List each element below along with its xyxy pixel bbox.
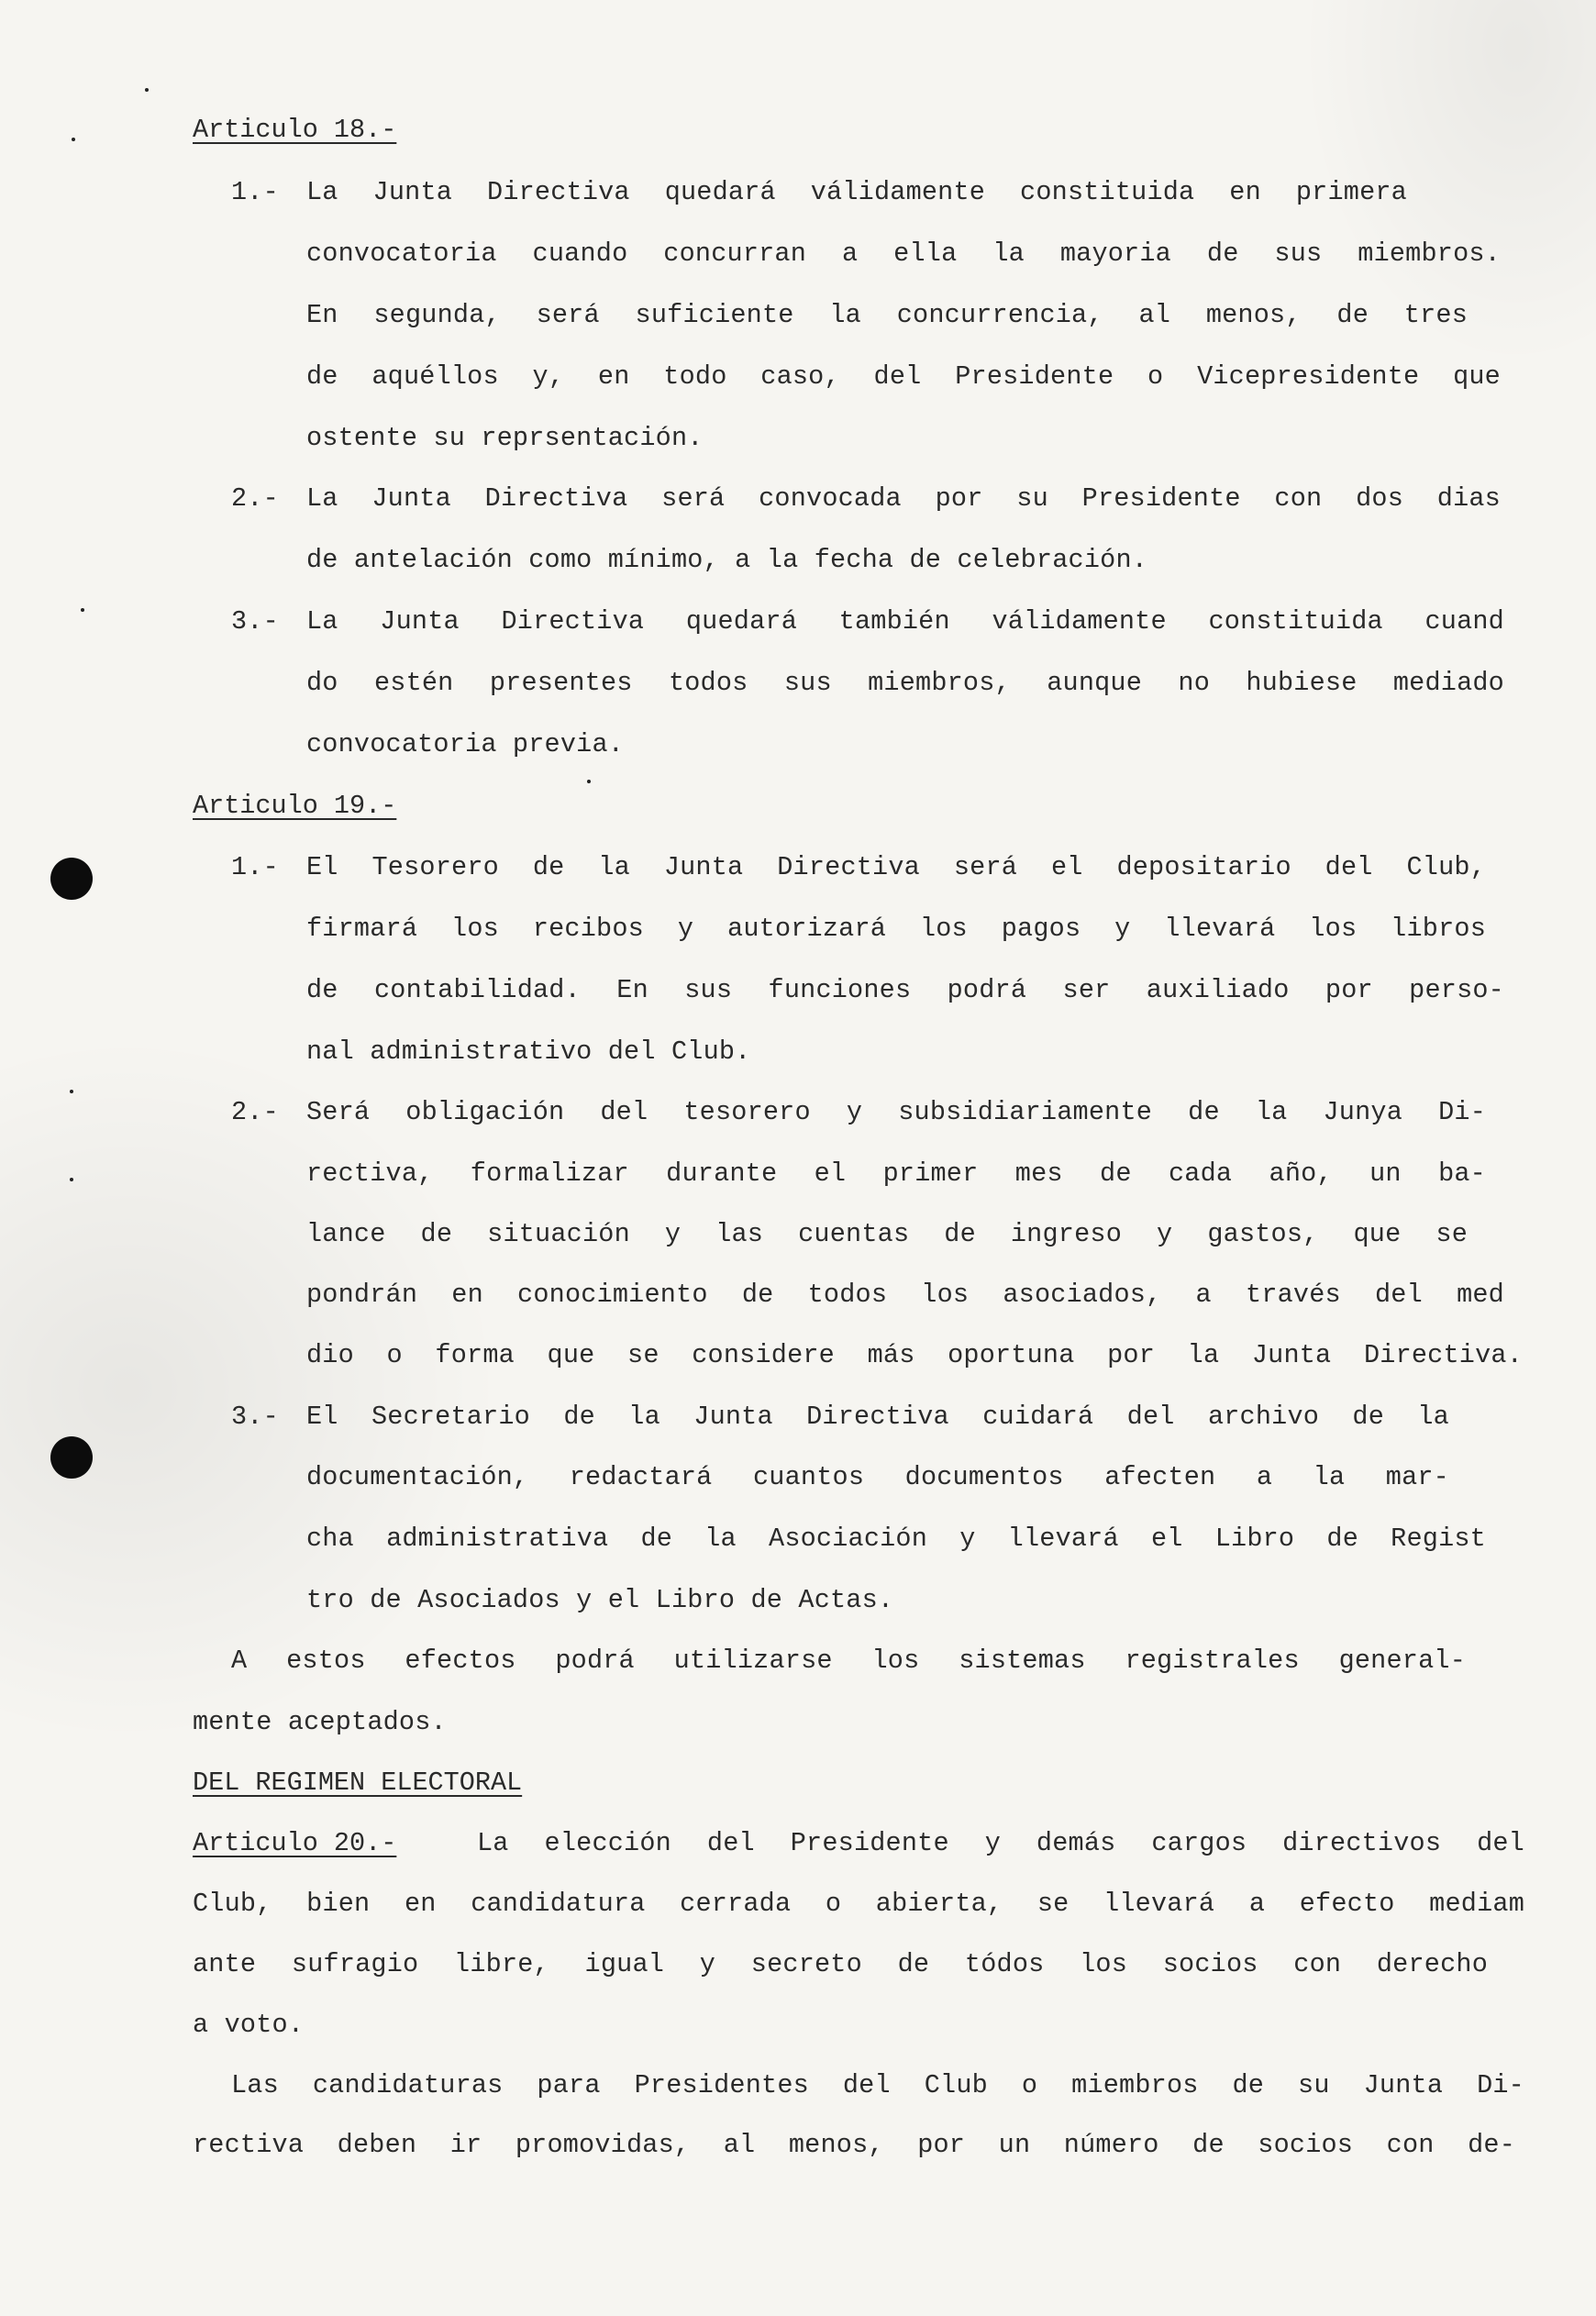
article-19-heading: Articulo 19.- bbox=[193, 791, 397, 821]
art19-closing-line2: mente aceptados. bbox=[193, 1707, 447, 1737]
art18-p1-line3: En segunda, será suficiente la concurrencia, al menos, de tres bbox=[306, 300, 1468, 330]
art20-p2-line1: Las candidaturas para Presidentes del Club o miembros de su Junta Di- bbox=[231, 2070, 1524, 2100]
art20-line3: ante sufragio libre, igual y secreto de tódos los socios con derecho bbox=[193, 1949, 1488, 1979]
art20-p2-line2: rectiva deben ir promovidas, al menos, por un número de socios con de- bbox=[193, 2130, 1515, 2160]
art19-p2-line4: pondrán en conocimiento de todos los asociados, a través del med bbox=[306, 1280, 1504, 1310]
art19-p1-line2: firmará los recibos y autorizará los pagos y llevará los libros bbox=[306, 914, 1486, 944]
paper-speck bbox=[70, 1178, 73, 1181]
art18-p1-line1: La Junta Directiva quedará válidamente constituida en primera bbox=[306, 177, 1407, 207]
art19-p3-line3: cha administrativa de la Asociación y llevará el Libro de Regist bbox=[306, 1524, 1486, 1554]
art18-p1-line4: de aquéllos y, en todo caso, del Presidente o Vicepresidente que bbox=[306, 361, 1501, 392]
art18-p3-number: 3.- bbox=[231, 606, 279, 637]
art20-line4: a voto. bbox=[193, 2010, 305, 2040]
article-20-heading: Articulo 20.- bbox=[193, 1828, 397, 1858]
section-heading-regimen-electoral: DEL REGIMEN ELECTORAL bbox=[193, 1767, 523, 1798]
art18-p1-number: 1.- bbox=[231, 177, 279, 207]
art19-p1-line1: El Tesorero de la Junta Directiva será el depositario del Club, bbox=[306, 852, 1486, 882]
art18-p2-number: 2.- bbox=[231, 483, 279, 514]
paper-speck bbox=[587, 780, 591, 783]
art19-closing-line1: A estos efectos podrá utilizarse los sistemas registrales general- bbox=[231, 1646, 1466, 1676]
art19-p2-line1: Será obligación del tesorero y subsidiariamente de la Junya Di- bbox=[306, 1097, 1486, 1127]
art19-p3-line2: documentación, redactará cuantos documentos afecten a la mar- bbox=[306, 1462, 1449, 1492]
art20-line2: Club, bien en candidatura cerrada o abierta, se llevará a efecto mediam bbox=[193, 1889, 1524, 1919]
art18-p1-line5: ostente su reprsentación. bbox=[306, 423, 704, 453]
art19-p2-line5: dio o forma que se considere más oportuna por la Junta Directiva. bbox=[306, 1340, 1523, 1370]
art19-p1-line3: de contabilidad. En sus funciones podrá ser auxiliado por perso- bbox=[306, 975, 1504, 1005]
art19-p1-line4: nal administrativo del Club. bbox=[306, 1036, 751, 1067]
art19-p1-number: 1.- bbox=[231, 852, 279, 882]
art18-p3-line2: do estén presentes todos sus miembros, aunque no hubiese mediado bbox=[306, 668, 1504, 698]
paper-speck bbox=[145, 88, 149, 92]
punch-hole-top bbox=[50, 858, 93, 900]
art18-p3-line1: La Junta Directiva quedará también válidamente constituida cuand bbox=[306, 606, 1504, 637]
art19-p2-line2: rectiva, formalizar durante el primer mes de cada año, un ba- bbox=[306, 1158, 1486, 1189]
art19-p3-line4: tro de Asociados y el Libro de Actas. bbox=[306, 1585, 894, 1615]
art19-p3-number: 3.- bbox=[231, 1402, 279, 1432]
art20-line1: La elección del Presidente y demás cargos directivos del bbox=[477, 1828, 1524, 1858]
article-18-heading: Articulo 18.- bbox=[193, 115, 397, 145]
art18-p3-line3: convocatoria previa. bbox=[306, 729, 625, 759]
paper-speck bbox=[81, 608, 84, 612]
art18-p2-line2: de antelación como mínimo, a la fecha de celebración. bbox=[306, 545, 1148, 575]
paper-speck bbox=[72, 138, 75, 141]
punch-hole-bottom bbox=[50, 1436, 93, 1479]
art19-p2-line3: lance de situación y las cuentas de ingreso y gastos, que se bbox=[306, 1219, 1468, 1249]
paper-speck bbox=[70, 1090, 73, 1093]
art19-p3-line1: El Secretario de la Junta Directiva cuidará del archivo de la bbox=[306, 1402, 1449, 1432]
art18-p2-line1: La Junta Directiva será convocada por su Presidente con dos dias bbox=[306, 483, 1501, 514]
art19-p2-number: 2.- bbox=[231, 1097, 279, 1127]
art18-p1-line2: convocatoria cuando concurran a ella la mayoria de sus miembros. bbox=[306, 238, 1501, 269]
